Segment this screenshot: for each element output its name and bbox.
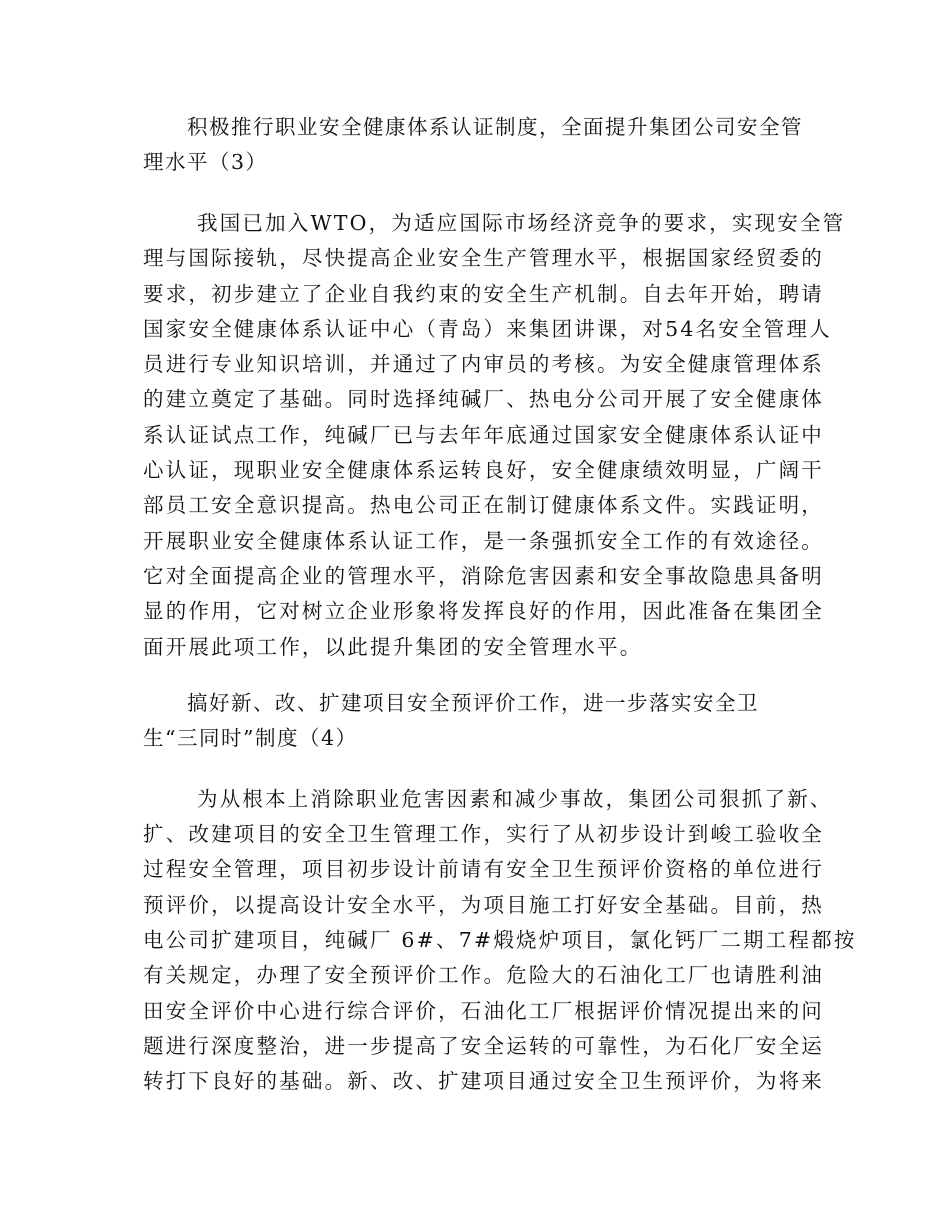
paragraph-line: 显的作用，它对树立企业形象将发挥良好的作用，因此准备在集团全 [143, 599, 824, 624]
heading-line: 生“三同时”制度（4） [143, 725, 358, 750]
paragraph-line: 面开展此项工作，以此提升集团的安全管理水平。 [143, 634, 643, 659]
section-heading-1 [143, 110, 808, 180]
paragraph-line: 心认证，现职业安全健康体系运转良好，安全健康绩效明显，广阔干 [143, 458, 824, 483]
document-page [143, 110, 857, 1121]
paragraph-line: 田安全评价中心进行综合评价，石油化工厂根据评价情况提出来的问 [143, 998, 824, 1023]
paragraph-line: 的建立奠定了基础。同时选择纯碱厂、热电分公司开展了安全健康体 [143, 387, 824, 412]
paragraph-line: 过程安全管理，项目初步设计前请有安全卫生预评价资格的单位进行 [143, 857, 824, 882]
paragraph-line: 国家安全健康体系认证中心（青岛）来集团讲课，对54名安全管理人 [143, 316, 832, 341]
paragraph-line: 扩、改建项目的安全卫生管理工作，实行了从初步设计到峻工验收全 [143, 822, 824, 847]
paragraph-line: 我国已加入WTO，为适应国际市场经济竞争的要求，实现安全管 [197, 211, 846, 235]
heading-line: 搞好新、改、扩建项目安全预评价工作，进一步落实安全卫 [187, 690, 759, 715]
paragraph-line: 预评价，以提高设计安全水平，为项目施工打好安全基础。目前，热 [143, 892, 824, 917]
paragraph-line: 要求，初步建立了企业自我约束的安全生产机制。自去年开始，聘请 [143, 281, 824, 306]
paragraph-line: 题进行深度整治，进一步提高了安全运转的可靠性，为石化厂安全运 [143, 1033, 824, 1058]
paragraph-line: 开展职业安全健康体系认证工作，是一条强抓安全工作的有效途径。 [143, 528, 824, 553]
paragraph-line: 为从根本上消除职业危害因素和减少事故，集团公司狠抓了新、 [197, 786, 833, 811]
section-heading-2 [143, 686, 808, 756]
paragraph-line: 理与国际接轨，尽快提高企业安全生产管理水平，根据国家经贸委的 [143, 246, 824, 271]
heading-line: 积极推行职业安全健康体系认证制度，全面提升集团公司安全管 [187, 115, 803, 139]
paragraph-line: 员进行专业知识培训，并通过了内审员的考核。为安全健康管理体系 [143, 352, 824, 377]
paragraph-line: 部员工安全意识提高。热电公司正在制订健康体系文件。实践证明， [143, 493, 824, 518]
paragraph-line: 转打下良好的基础。新、改、扩建项目通过安全卫生预评价，为将来 [143, 1069, 824, 1094]
section-paragraph-1 [143, 206, 846, 665]
paragraph-line: 系认证试点工作，纯碱厂已与去年年底通过国家安全健康体系认证中 [143, 422, 824, 447]
paragraph-line: 有关规定，办理了安全预评价工作。危险大的石油化工厂也请胜利油 [143, 963, 824, 988]
paragraph-line: 电公司扩建项目，纯碱厂 6#、7#煅烧炉项目，氯化钙厂二期工程都按 [143, 928, 857, 953]
paragraph-line: 它对全面提高企业的管理水平，消除危害因素和安全事故隐患具备明 [143, 563, 824, 588]
heading-line: 理水平（3） [143, 150, 268, 174]
section-paragraph-2 [143, 782, 857, 1100]
